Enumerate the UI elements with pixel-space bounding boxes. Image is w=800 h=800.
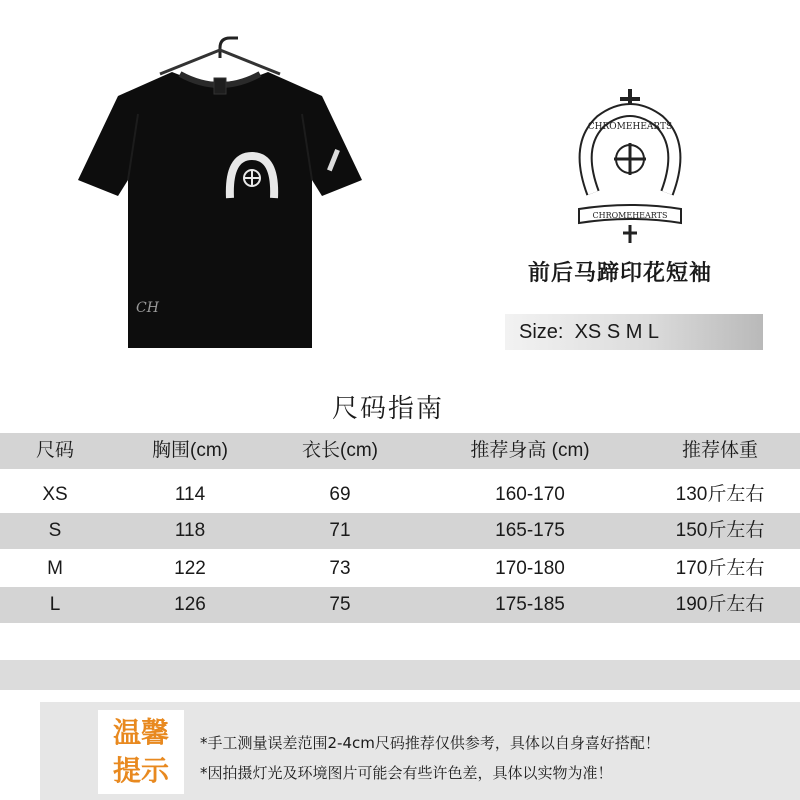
cell-height: 165-175 — [495, 520, 565, 541]
notice-label — [98, 710, 184, 794]
size-bar — [505, 314, 763, 350]
cell-chest: 122 — [174, 558, 206, 579]
notice-line-1: *手工测量误差范围2-4cm尺码推荐仅供参考，具体以自身喜好搭配！ — [200, 734, 660, 752]
cell-chest: 118 — [174, 520, 206, 541]
table-row — [0, 551, 800, 587]
table-row — [0, 477, 800, 513]
notice-line-2: *因拍摄灯光及环境图片可能会有些许色差，具体以实物为准！ — [200, 764, 613, 782]
cell-height: 170-180 — [495, 558, 565, 579]
divider-bar — [0, 660, 800, 690]
cell-size: L — [49, 594, 61, 615]
header-length: 衣长(cm) — [302, 440, 378, 461]
header-height: 推荐身高 (cm) — [470, 440, 590, 461]
size-guide-title: 尺码指南 — [331, 394, 444, 424]
cell-height: 160-170 — [495, 484, 565, 505]
brand-horseshoe-logo-icon — [565, 85, 695, 245]
cell-length: 69 — [329, 484, 351, 505]
table-row — [0, 587, 800, 623]
cell-size: XS — [42, 484, 68, 505]
cell-length: 75 — [329, 594, 351, 615]
logo-text-banner: CHROMEHEARTS — [592, 211, 668, 220]
logo-text-top: CHROMEHEARTS — [587, 122, 673, 132]
table-row — [0, 513, 800, 549]
cell-length: 73 — [329, 558, 351, 579]
header-size: 尺码 — [35, 440, 74, 461]
header-weight: 推荐体重 — [681, 440, 758, 461]
cell-length: 71 — [329, 520, 351, 541]
cell-size: S — [48, 520, 62, 541]
cell-height: 175-185 — [495, 594, 565, 615]
cell-weight: 190斤左右 — [675, 594, 765, 615]
size-label: Size: XS S M L — [519, 320, 660, 343]
tshirt-icon — [60, 30, 380, 360]
table-header-row — [0, 433, 800, 469]
cell-chest: 126 — [174, 594, 206, 615]
cell-size: M — [47, 558, 63, 579]
cell-chest: 114 — [174, 484, 206, 505]
notice-box — [40, 702, 800, 800]
product-title: 前后马蹄印花短袖 — [527, 261, 712, 286]
notice-label-line1: 温馨 — [112, 716, 169, 749]
cell-weight: 170斤左右 — [675, 558, 765, 579]
hem-print: CH — [136, 300, 159, 316]
header-chest: 胸围(cm) — [152, 440, 228, 461]
notice-label-line2: 提示 — [112, 754, 169, 787]
cell-weight: 150斤左右 — [675, 520, 765, 541]
cell-weight: 130斤左右 — [675, 484, 765, 505]
